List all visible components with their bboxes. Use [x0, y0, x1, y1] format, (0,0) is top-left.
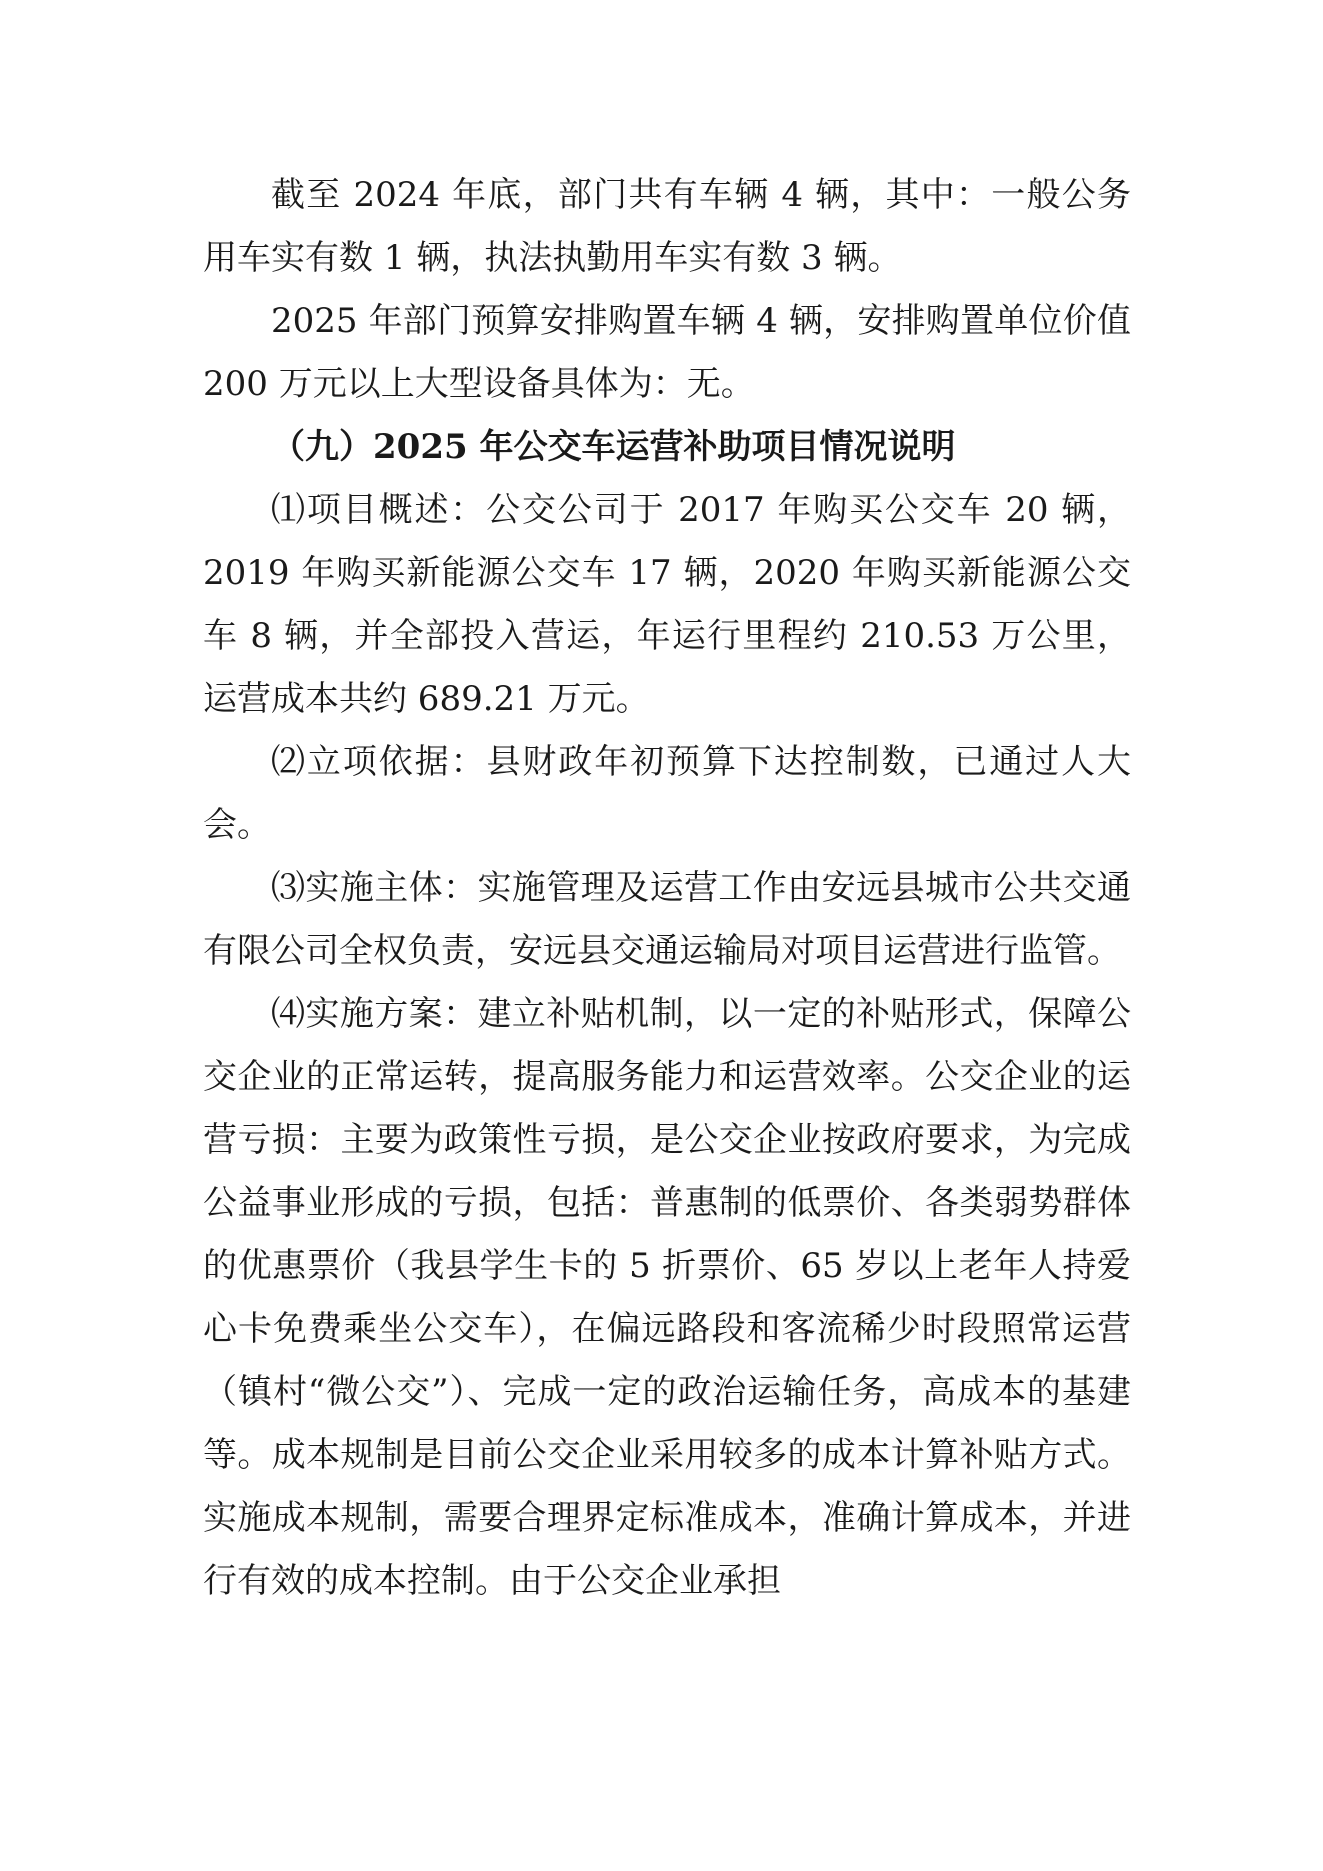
item-project-overview: ⑴项目概述：公交公司于 2017 年购买公交车 20 辆，2019 年购买新能源公交车 17 辆，2020 年购买新能源公交车 8 辆，并全部投入营运，年运行里程约 210.53 万公里，运营成本共约 689.21 万元。 — [203, 490, 1131, 719]
section-heading: （九）2025 年公交车运营补助项目情况说明 — [271, 427, 956, 467]
paragraph-vehicle-budget: 2025 年部门预算安排购置车辆 4 辆，安排购置单位价值 200 万元以上大型设备具体为：无。 — [203, 301, 1131, 404]
paragraph-vehicle-count: 截至 2024 年底，部门共有车辆 4 辆，其中：一般公务用车实有数 1 辆，执法执勤用车实有数 3 辆。 — [203, 175, 1131, 278]
item-project-basis: ⑵立项依据：县财政年初预算下达控制数，已通过人大会。 — [203, 742, 1131, 845]
item-implementing-body: ⑶实施主体：实施管理及运营工作由安远县城市公共交通有限公司全权负责，安远县交通运输局对项目运营进行监管。 — [203, 868, 1131, 971]
item-implementation-plan: ⑷实施方案：建立补贴机制，以一定的补贴形式，保障公交企业的正常运转，提高服务能力和运营效率。公交企业的运营亏损：主要为政策性亏损，是公交企业按政府要求，为完成公益事业形成的亏损，包括：普惠制的低票价、各类弱势群体的优惠票价（我县学生卡的 5 折票价、65 岁以上老年人持爱心卡免费乘坐公交车），在偏远路段和客流稀少时段照常运营（镇村“微公交”）、完成一定的政治运输任务，高成本的基建等。成本规制是目前公交企业采用较多的成本计算补贴方式。实施成本规制，需要合理界定标准成本，准确计算成本，并进行有效的成本控制。由于公交企业承担 — [203, 994, 1131, 1601]
document-body — [203, 164, 1131, 1613]
